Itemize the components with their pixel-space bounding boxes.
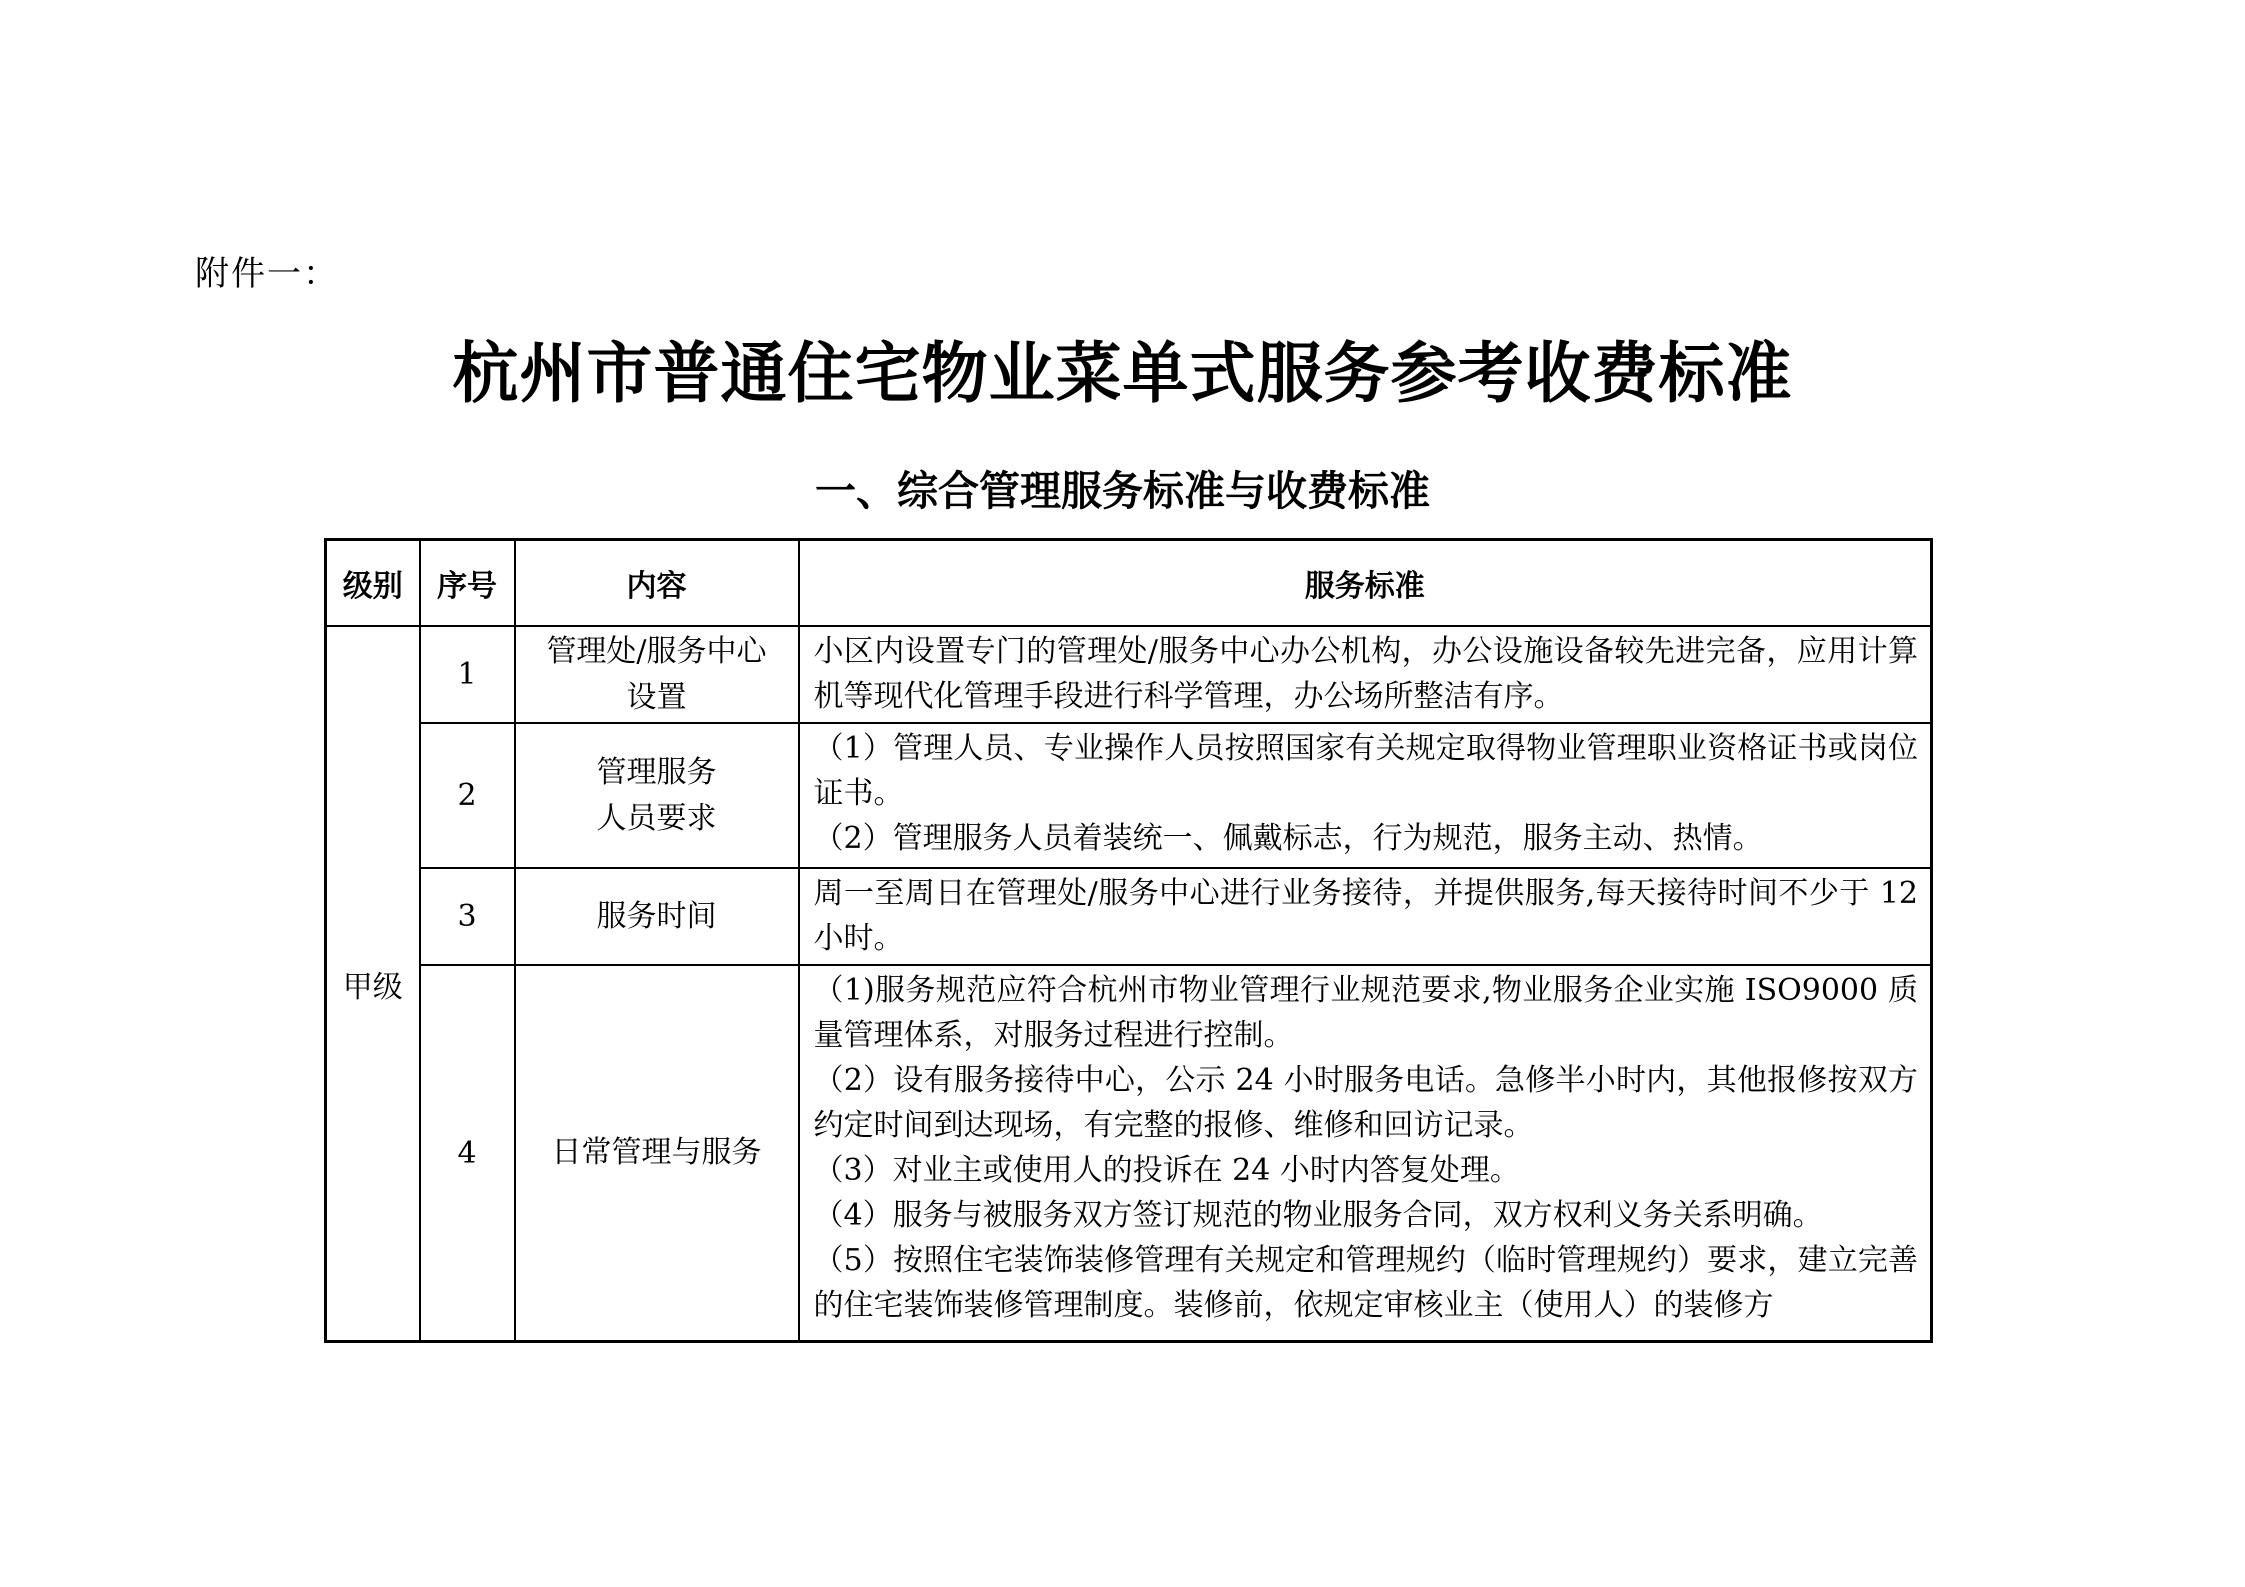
- standard-paragraph: （5）按照住宅装饰装修管理有关规定和管理规约（临时管理规约）要求，建立完善的住宅装饰装修管理制度。装修前，依规定审核业主（使用人）的装修方: [813, 1243, 1918, 1323]
- table-row: [326, 626, 1932, 723]
- standard-paragraph: （4）服务与被服务双方签订规范的物业服务合同，双方权利义务关系明确。: [813, 1198, 1823, 1233]
- document-title: 杭州市普通住宅物业菜单式服务参考收费标准: [452, 335, 1793, 412]
- table-header-row: [326, 540, 1932, 627]
- row-standard: [799, 626, 1932, 723]
- standard-paragraph: （1)服务规范应符合杭州市物业管理行业规范要求,物业服务企业实施 ISO9000 质量管理体系，对服务过程进行控制。: [813, 973, 1918, 1053]
- standard-paragraph: 小区内设置专门的管理处/服务中心办公机构，办公设施设备较先进完备，应用计算机等现代化管理手段进行科学管理，办公场所整洁有序。: [813, 634, 1918, 714]
- header-level: 级别: [326, 540, 420, 627]
- row-standard: [799, 868, 1932, 965]
- standard-paragraph: （3）对业主或使用人的投诉在 24 小时内答复处理。: [813, 1153, 1520, 1188]
- standard-paragraph: （2）管理服务人员着装统一、佩戴标志，行为规范，服务主动、热情。: [813, 821, 1763, 856]
- content-line: 设置: [626, 679, 687, 715]
- standard-paragraph: （2）设有服务接待中心，公示 24 小时服务电话。急修半小时内，其他报修按双方约定时间到达现场，有完整的报修、维修和回访记录。: [813, 1063, 1918, 1143]
- service-standard-table: [324, 538, 1933, 1343]
- level-cell: 甲级: [326, 626, 420, 1342]
- row-number: 1: [420, 626, 515, 723]
- header-standard: 服务标准: [799, 540, 1932, 627]
- row-content: [515, 626, 799, 723]
- row-number: 2: [420, 723, 515, 868]
- table-row: [326, 723, 1932, 868]
- table-row: [326, 868, 1932, 965]
- header-number: 序号: [420, 540, 515, 627]
- header-content: 内容: [515, 540, 799, 627]
- standard-paragraph: （1）管理人员、专业操作人员按照国家有关规定取得物业管理职业资格证书或岗位证书。: [813, 731, 1918, 811]
- content-line: 日常管理与服务: [551, 1135, 762, 1170]
- row-content: [515, 868, 799, 965]
- content-line: 管理服务: [596, 754, 717, 790]
- content-line: 人员要求: [596, 800, 717, 836]
- row-number: 3: [420, 868, 515, 965]
- row-standard: [799, 965, 1932, 1342]
- attachment-label: 附件一：: [195, 254, 339, 294]
- table-row: [326, 965, 1932, 1342]
- content-line: 管理处/服务中心: [546, 633, 767, 669]
- row-content: [515, 723, 799, 868]
- row-standard: [799, 723, 1932, 868]
- section-title: 一、综合管理服务标准与收费标准: [815, 467, 1430, 515]
- content-line: 服务时间: [596, 898, 717, 934]
- row-number: 4: [420, 965, 515, 1342]
- row-content: [515, 965, 799, 1342]
- standard-paragraph: 周一至周日在管理处/服务中心进行业务接待，并提供服务,每天接待时间不少于 12 小时。: [813, 876, 1918, 956]
